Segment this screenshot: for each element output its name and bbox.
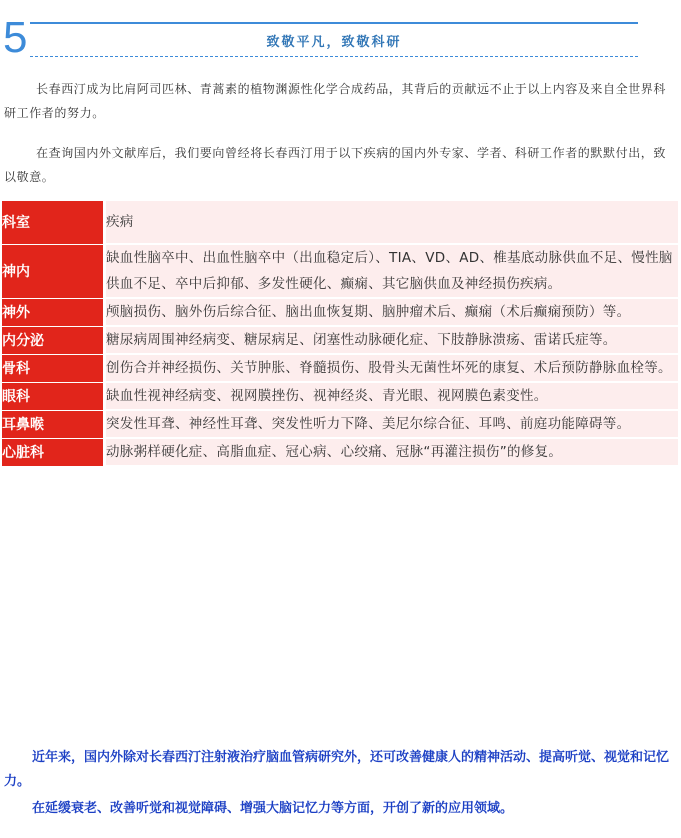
- disease-cell: 创伤合并神经损伤、关节肿胀、脊髓损伤、股骨头无菌性坏死的康复、术后预防静脉血栓等。: [105, 354, 679, 382]
- disease-cell: 缺血性视神经病变、视网膜挫伤、视神经炎、青光眼、视网膜色素变性。: [105, 382, 679, 410]
- dept-cell: 眼科: [2, 382, 105, 410]
- section-header: [0, 14, 681, 62]
- dept-cell: 耳鼻喉: [2, 410, 105, 438]
- intro-paragraph-2: 在查询国内外文献库后，我们要向曾经将长春西汀用于以下疾病的国内外专家、学者、科研工作者的默默付出，致以敬意。: [4, 146, 667, 184]
- intro-paragraph-1: 长春西汀成为比肩阿司匹林、青蒿素的植物渊源性化学合成药品，其背后的贡献远不止于以上内容及来自全世界科研工作者的努力。: [4, 82, 667, 120]
- table-row: [2, 410, 678, 438]
- department-table: [2, 201, 678, 467]
- section-title: 致敬平凡，致敬科研: [266, 35, 402, 50]
- table-row: [2, 354, 678, 382]
- header-top-rule: [30, 22, 638, 24]
- dept-cell: 内分泌: [2, 326, 105, 354]
- header-disease-cell: 疾病: [105, 201, 679, 244]
- table-row: [2, 298, 678, 326]
- dept-cell: 神内: [2, 244, 105, 298]
- table-row: [2, 438, 678, 466]
- dept-cell: 骨科: [2, 354, 105, 382]
- footer-paragraph-1: 近年来，国内外除对长春西汀注射液治疗脑血管病研究外，还可改善健康人的精神活动、提高听觉、视觉和记忆力。: [4, 750, 670, 789]
- table-row: [2, 326, 678, 354]
- section-number: 5: [3, 13, 28, 62]
- disease-cell: 糖尿病周围神经病变、糖尿病足、闭塞性动脉硬化症、下肢静脉溃疡、雷诺氏症等。: [105, 326, 679, 354]
- table-row: [2, 382, 678, 410]
- disease-cell: 突发性耳聋、神经性耳聋、突发性听力下降、美尼尔综合征、耳鸣、前庭功能障碍等。: [105, 410, 679, 438]
- dept-cell: 神外: [2, 298, 105, 326]
- disease-cell: 动脉粥样硬化症、高脂血症、冠心病、心绞痛、冠脉“再灌注损伤”的修复。: [105, 438, 679, 466]
- disease-cell: 颅脑损伤、脑外伤后综合征、脑出血恢复期、脑肿瘤术后、癫痫（术后癫痫预防）等。: [105, 298, 679, 326]
- dept-cell: 心脏科: [2, 438, 105, 466]
- header-bottom-rule: [30, 56, 638, 57]
- header-dept-cell: 科室: [2, 201, 105, 244]
- table-row: [2, 244, 678, 298]
- disease-cell: 缺血性脑卒中、出血性脑卒中（出血稳定后）、TIA、VD、AD、椎基底动脉供血不足、慢性脑供血不足、卒中后抑郁、多发性硬化、癫痫、其它脑供血及神经损伤疾病。: [105, 244, 679, 298]
- footer-paragraph-2: 在延缓衰老、改善听觉和视觉障碍、增强大脑记忆力等方面，开创了新的应用领域。: [32, 801, 514, 816]
- table-header-row: [2, 201, 678, 244]
